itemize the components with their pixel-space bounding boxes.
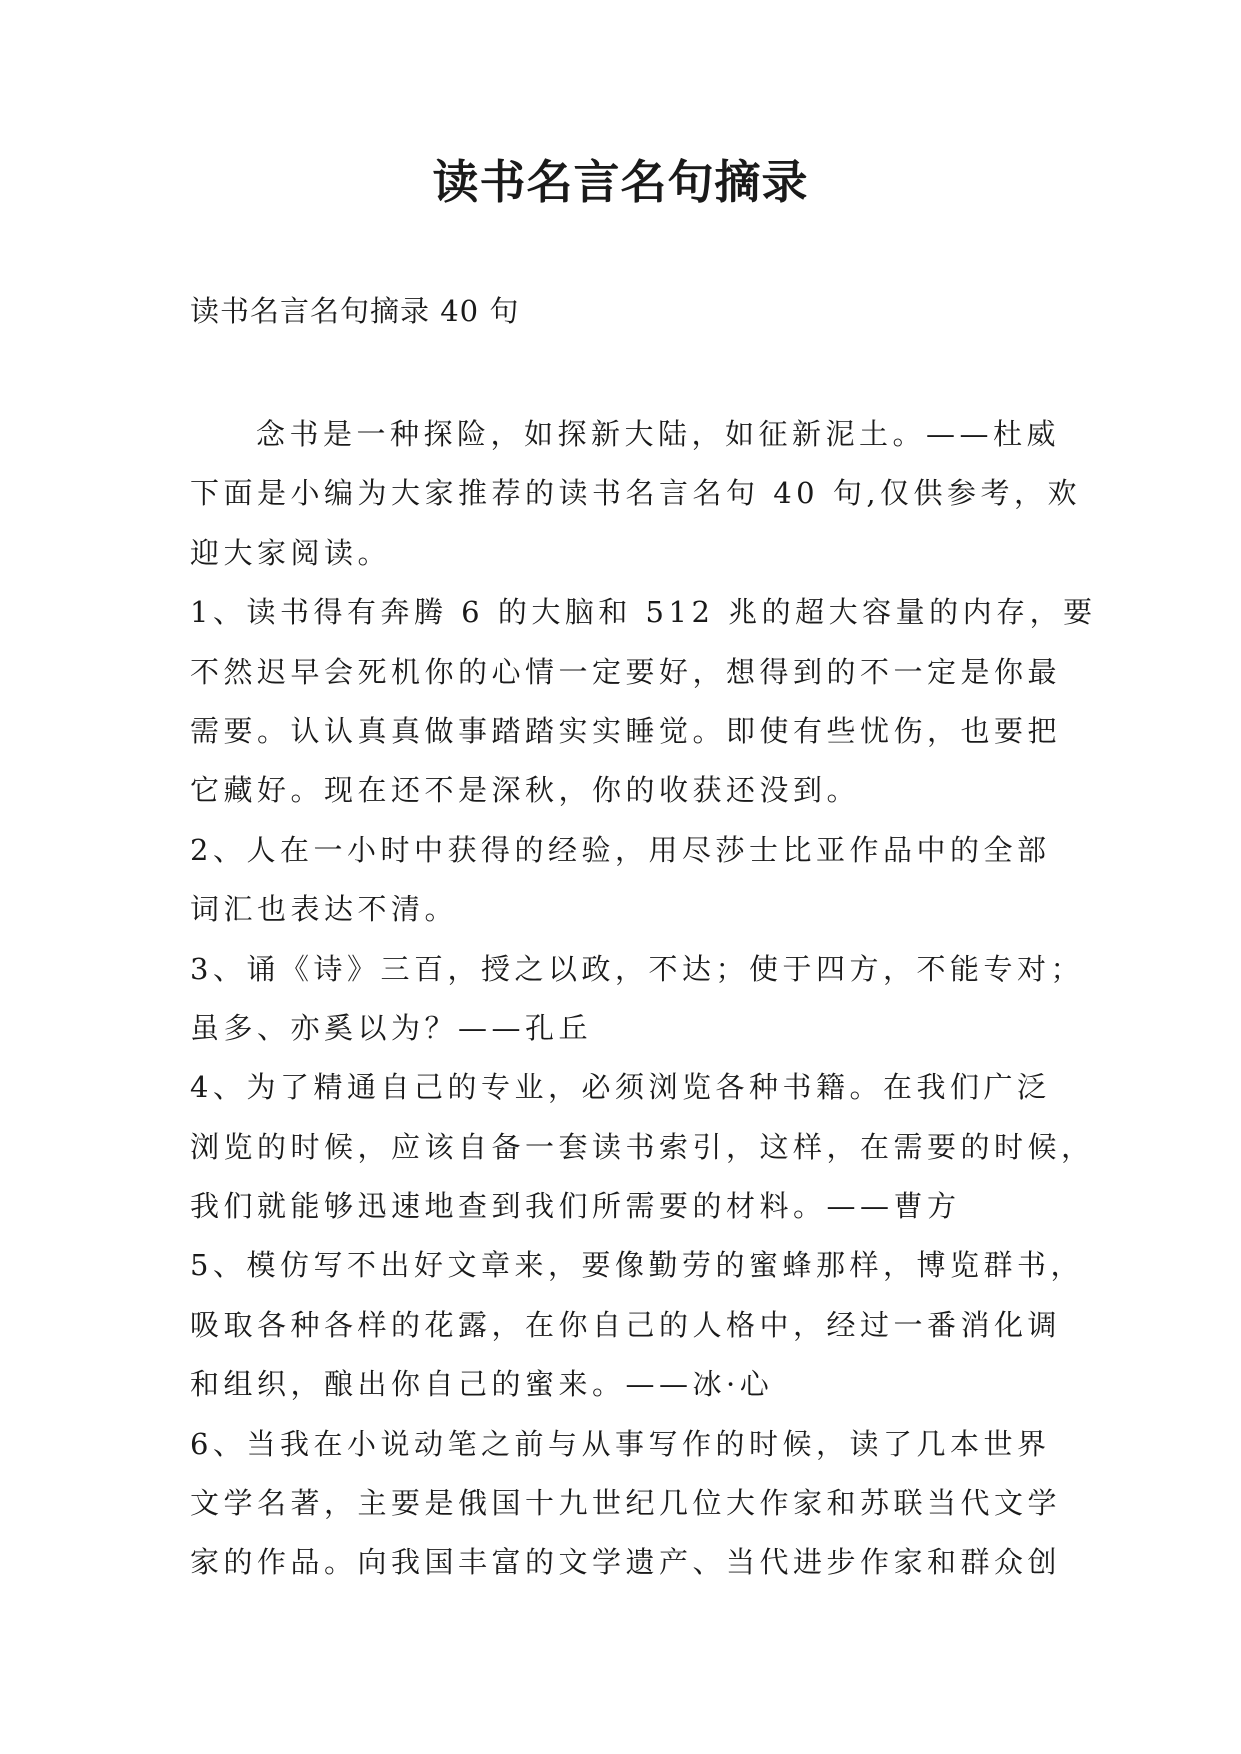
body-line: 词汇也表达不清。	[190, 892, 459, 927]
body-line: 虽多、亦奚以为？——孔丘	[190, 1010, 593, 1045]
body-line: 4、为了精通自己的专业，必须浏览各种书籍。在我们广泛	[190, 1070, 1051, 1105]
body-line: 它藏好。现在还不是深秋，你的收获还没到。	[190, 773, 861, 808]
body-line: 1、读书得有奔腾 6 的大脑和 512 兆的超大容量的内存，要	[190, 595, 1097, 630]
document-title: 读书名言名句摘录	[432, 155, 809, 209]
body-line: 和组织，酿出你自己的蜜来。——冰·心	[190, 1367, 774, 1402]
body-line: 家的作品。向我国丰富的文学遗产、当代进步作家和群众创	[190, 1545, 1062, 1580]
body-line: 5、模仿写不出好文章来，要像勤劳的蜜蜂那样，博览群书，	[190, 1248, 1084, 1283]
body-line: 文学名著，主要是俄国十九世纪几位大作家和苏联当代文学	[190, 1486, 1062, 1521]
body-line: 吸取各种各样的花露，在你自己的人格中，经过一番消化调	[190, 1307, 1062, 1342]
body-line: 浏览的时候，应该自备一套读书索引，这样，在需要的时候，	[190, 1129, 1095, 1164]
body-line: 2、人在一小时中获得的经验，用尽莎士比亚作品中的全部	[190, 832, 1051, 867]
body-line: 迎大家阅读。	[190, 535, 392, 570]
body-line: 不然迟早会死机你的心情一定要好，想得到的不一定是你最	[190, 654, 1062, 689]
document-body	[190, 405, 1097, 1593]
body-line: 6、当我在小说动笔之前与从事写作的时候，读了几本世界	[190, 1426, 1051, 1461]
document-subtitle: 读书名言名句摘录 40 句	[190, 294, 520, 328]
body-line: 下面是小编为大家推荐的读书名言名句 40 句,仅供参考，欢	[190, 476, 1082, 511]
body-line: 需要。认认真真做事踏踏实实睡觉。即使有些忧伤，也要把	[190, 713, 1062, 748]
body-line: 念书是一种探险，如探新大陆，如征新泥土。——杜威	[256, 417, 1061, 451]
body-line: 我们就能够迅速地查到我们所需要的材料。——曹方	[190, 1189, 961, 1224]
body-line: 3、诵《诗》三百，授之以政，不达；使于四方，不能专对；	[190, 951, 1084, 986]
